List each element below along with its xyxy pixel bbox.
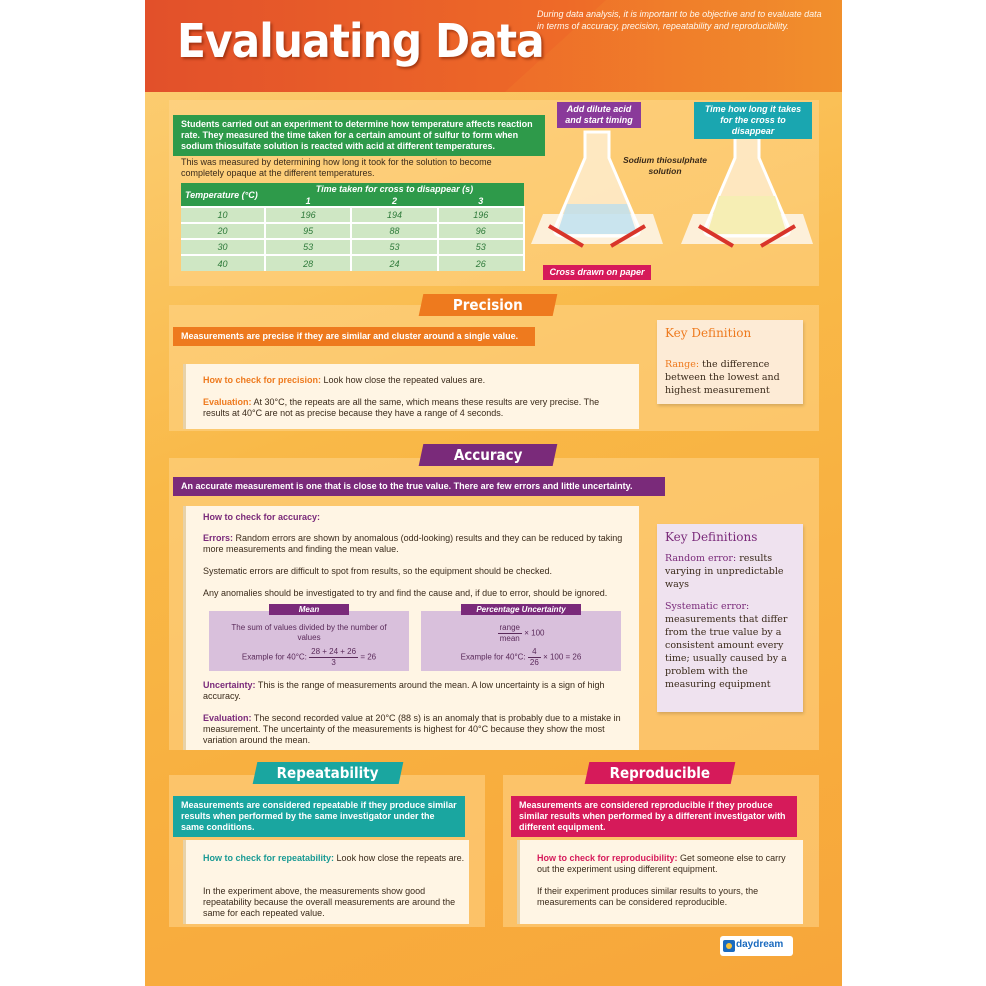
uncertainty-ex-numerator: 4 — [528, 647, 541, 658]
accuracy-key-text1: results varying in unpredictable ways — [665, 553, 784, 590]
page-title: Evaluating Data — [177, 14, 544, 68]
accuracy-errors — [203, 533, 623, 555]
mean-formula-box — [209, 605, 409, 671]
mean-formula-example — [213, 647, 405, 668]
uncertainty-formula-box — [421, 605, 621, 671]
accuracy-errors-text: Random errors are shown by anomalous (odd-looking) results and they can be reduced by taking more measurements and finding the mean value. — [203, 533, 623, 554]
table-cell: 95 — [265, 223, 351, 239]
table-cell: 96 — [438, 223, 524, 239]
intro-text: During data analysis, it is important to be objective and to evaluate data in terms of accuracy, precision, repeatability and reproducibility. — [537, 9, 822, 31]
uncertainty-denominator: mean — [499, 634, 520, 643]
accuracy-systematic: Systematic errors are difficult to spot from results, so the equipment should be checked. — [203, 566, 553, 576]
label-cross: Cross drawn on paper — [543, 265, 651, 280]
table-cell: 30 — [181, 239, 265, 255]
table-header-temperature: Temperature (°C) — [181, 183, 265, 207]
precision-key-definition — [657, 320, 803, 404]
precision-title: Precision — [419, 294, 558, 316]
table-cell: 194 — [351, 207, 437, 223]
accuracy-title: Accuracy — [419, 444, 558, 466]
accuracy-uncertainty-label: Uncertainty: — [203, 680, 256, 690]
table-header-trial: 1 — [265, 195, 351, 207]
table-cell: 196 — [438, 207, 524, 223]
accuracy-uncertainty — [203, 680, 623, 702]
uncertainty-ex-denominator: 26 — [529, 658, 539, 667]
uncertainty-formula-example — [425, 647, 617, 668]
table-cell: 88 — [351, 223, 437, 239]
accuracy-key-term1: Random error: — [665, 553, 737, 564]
table-cell: 196 — [265, 207, 351, 223]
uncertainty-numerator: range — [499, 623, 520, 632]
poster — [145, 0, 842, 986]
mean-result: = 26 — [360, 652, 377, 662]
table-cell: 26 — [438, 255, 524, 271]
accuracy-key-text2: measurements that differ from the true value by a consistent amount every time; usually caused by a problem with the measuring equipment — [665, 614, 788, 690]
precision-check — [203, 375, 623, 386]
accuracy-uncertainty-text: This is the range of measurements around the mean. A low uncertainty is a sign of high accuracy. — [203, 680, 605, 701]
table-cell: 53 — [265, 239, 351, 255]
table-header-trial: 3 — [438, 195, 524, 207]
table-cell: 53 — [351, 239, 437, 255]
precision-check-text: Look how close the repeated values are. — [323, 375, 486, 385]
uncertainty-example-label: Example for 40°C: — [460, 652, 526, 662]
precision-definition: Measurements are precise if they are similar and cluster around a single value. — [173, 327, 535, 346]
reproducible-definition: Measurements are considered reproducible if they produce similar results when performed by a different investigator with different equipment. — [511, 796, 797, 837]
uncertainty-formula-head: Percentage Uncertainty — [461, 604, 581, 615]
table-row — [181, 239, 524, 255]
accuracy-check-label: How to check for accuracy: — [203, 512, 321, 522]
accuracy-anomalies: Any anomalies should be investigated to try and find the cause and, if due to error, should be ignored. — [203, 588, 608, 598]
mean-denominator: 3 — [331, 658, 336, 667]
accuracy-key-definitions — [657, 524, 803, 712]
table-header-time: Time taken for cross to disappear (s) — [265, 183, 524, 195]
daydream-logo — [720, 936, 793, 956]
table-cell: 20 — [181, 223, 265, 239]
logo-text: daydream — [736, 939, 784, 950]
precision-eval-label: Evaluation: — [203, 397, 252, 407]
repeatability-check-label: How to check for repeatability: — [203, 853, 335, 863]
mean-example-label: Example for 40°C: — [241, 652, 307, 662]
precision-key-title: Key Definition — [665, 326, 752, 340]
reproducible-title: Reproducible — [585, 762, 736, 784]
table-row — [181, 207, 524, 223]
uncertainty-result: × 100 = 26 — [543, 652, 582, 662]
mean-formula-head: Mean — [269, 604, 349, 615]
table-cell: 28 — [265, 255, 351, 271]
precision-eval-text: At 30°C, the repeats are all the same, which means these results are very precise. The results at 40°C are not as precise because they have a range of 4 seconds. — [203, 397, 600, 418]
precision-evaluation — [203, 397, 623, 419]
accuracy-eval-text: The second recorded value at 20°C (88 s) is an anomaly that is probably due to a mistake in measurement. The uncertainty of the measurements is highest for 40°C because they show the most variation around the mean. — [203, 713, 621, 745]
table-cell: 24 — [351, 255, 437, 271]
table-cell: 10 — [181, 207, 265, 223]
repeatability-detail: In the experiment above, the measurements show good repeatability because the overall measurements are around the same for each repeated value. — [203, 886, 456, 918]
uncertainty-formula-definition — [441, 623, 601, 644]
table-header-trial: 2 — [351, 195, 437, 207]
uncertainty-times: × 100 — [524, 628, 545, 638]
accuracy-errors-label: Errors: — [203, 533, 234, 543]
accuracy-evaluation — [203, 713, 623, 746]
logo-mark-icon — [723, 940, 735, 952]
accuracy-key-term2: Systematic error: — [665, 601, 750, 612]
repeatability-check-text: Look how close the repeats are. — [336, 853, 465, 863]
flask-opaque-illustration — [677, 124, 817, 264]
label-add-acid: Add dilute acid and start timing — [557, 102, 641, 128]
reproducible-detail: If their experiment produces similar results to yours, the measurements can be considered reproducible. — [537, 886, 759, 907]
precision-key-text: the difference between the lowest and highest measurement — [665, 359, 780, 396]
table-row — [181, 223, 524, 239]
reproducible-check — [537, 853, 799, 875]
experiment-description: Students carried out an experiment to determine how temperature affects reaction rate. They measured the time taken for a certain amount of sulfur to form when sodium thiosulfate solution is reacted with acid at different temperatures. — [173, 115, 545, 156]
accuracy-key-title: Key Definitions — [665, 530, 758, 544]
table-cell: 53 — [438, 239, 524, 255]
reproducible-check-text: Get someone else to carry out the experiment using different equipment. — [537, 853, 786, 874]
accuracy-key-systematic — [665, 600, 795, 691]
repeatability-definition: Measurements are considered repeatable if they produce similar results when performed by the same investigator under the same conditions. — [173, 796, 465, 837]
precision-key-body — [665, 358, 795, 397]
precision-key-term: Range: — [665, 359, 700, 370]
reproducible-check-label: How to check for reproducibility: — [537, 853, 678, 863]
mean-numerator: 28 + 24 + 26 — [311, 647, 357, 656]
label-time-cross: Time how long it takes for the cross to disappear — [694, 102, 812, 139]
table-cell: 40 — [181, 255, 265, 271]
experiment-method: This was measured by determining how long it took for the solution to become completely opaque at the different temperatures. — [181, 157, 492, 178]
table-row — [181, 255, 524, 271]
accuracy-definition: An accurate measurement is one that is close to the true value. There are few errors and little uncertainty. — [173, 477, 665, 496]
label-solution: Sodium thiosulphate solution — [622, 155, 708, 176]
flask-clear-illustration — [527, 124, 667, 264]
results-table — [181, 183, 525, 271]
accuracy-key-random — [665, 552, 795, 591]
precision-check-label: How to check for precision: — [203, 375, 322, 385]
accuracy-eval-label: Evaluation: — [203, 713, 252, 723]
mean-formula-definition: The sum of values divided by the number of values — [231, 623, 387, 642]
repeatability-title: Repeatability — [253, 762, 404, 784]
repeatability-check — [203, 853, 465, 864]
